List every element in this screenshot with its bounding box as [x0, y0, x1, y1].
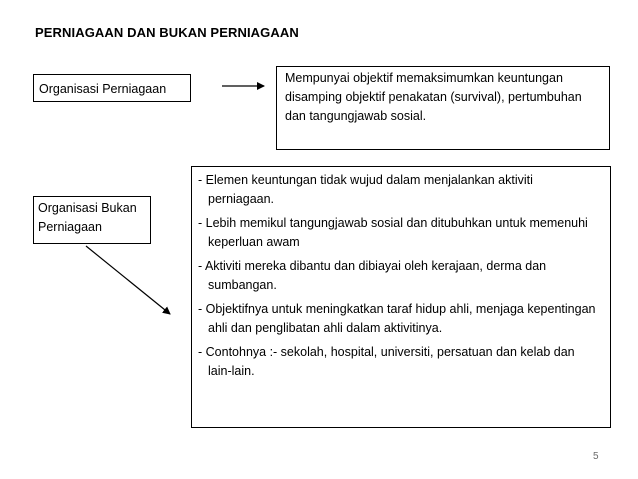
point-social-responsibility: - Lebih memikul tangungjawab sosial dan ditubuhkan untuk memenuhi keperluan awam: [198, 216, 588, 249]
point-funding: - Aktiviti mereka dibantu dan dibiayai oleh kerajaan, derma dan sumbangan.: [198, 259, 547, 292]
business-description-box: Mempunyai objektif memaksimumkan keuntungan disamping objektif penakatan (survival), pertumbuhan dan tangungjawab sosial.: [276, 66, 610, 150]
point-examples: - Contohnya :- sekolah, hospital, universiti, persatuan dan kelab dan lain-lain.: [198, 345, 575, 378]
business-org-box: Organisasi Perniagaan: [33, 74, 191, 102]
page-number: 5: [593, 451, 599, 462]
point-objective: - Objektifnya untuk meningkatkan taraf hidup ahli, menjaga kepentingan ahli dan penglibatan ahli dalam aktivitinya.: [198, 302, 596, 335]
point-no-profit: - Elemen keuntungan tidak wujud dalam menjalankan aktiviti perniagaan.: [198, 173, 533, 206]
nonbusiness-org-box: Organisasi Bukan Perniagaan: [33, 196, 151, 244]
slide-title: PERNIAGAAN DAN BUKAN PERNIAGAAN: [35, 25, 299, 40]
arrow-nonbusiness-to-description: [86, 246, 170, 314]
